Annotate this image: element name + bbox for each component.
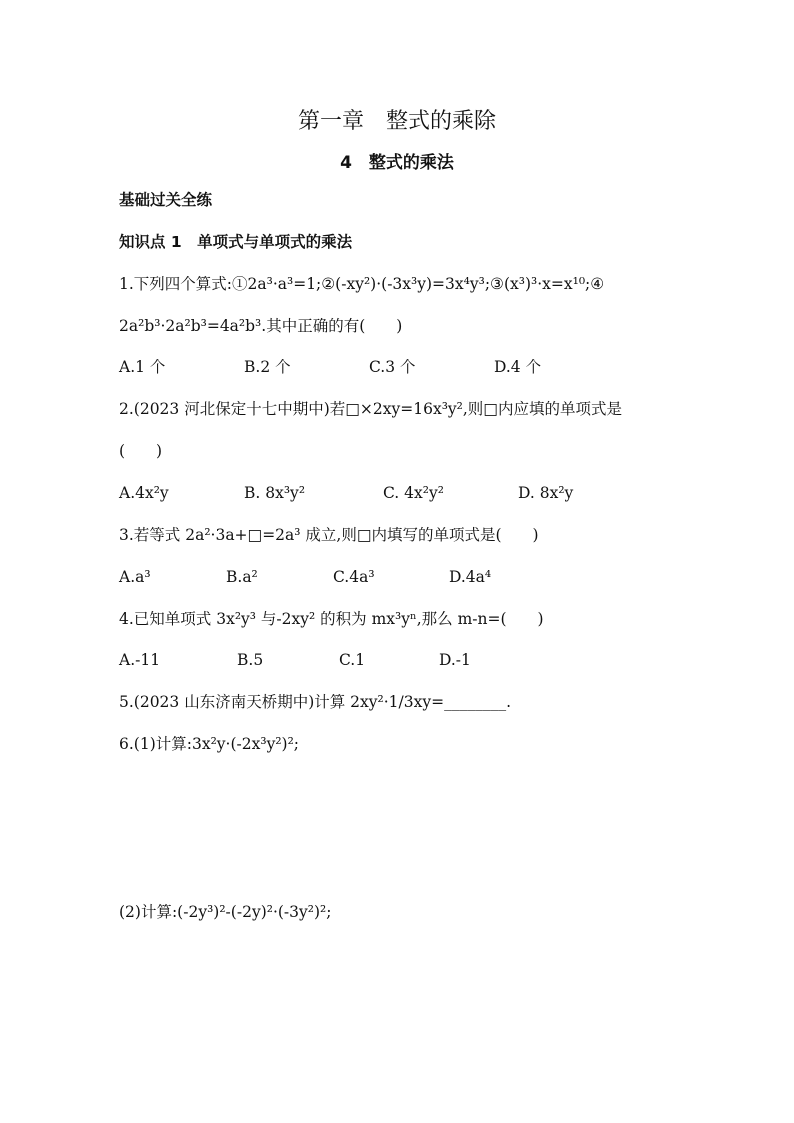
question-6-part-1: 6.(1)计算:3x²y·(-2x³y²)²; xyxy=(119,735,300,753)
question-6-part-2: (2)计算:(-2y³)²-(-2y)²·(-3y²)²; xyxy=(119,903,332,921)
question-1-line-1: 1.下列四个算式:①2a³·a³=1;②(-xy²)·(-3x³y)=3x⁴y³;③(x³)³·x=x¹⁰;④ xyxy=(119,275,605,293)
question-4-option-a: A.-11 xyxy=(119,651,161,669)
question-4-option-c: C.1 xyxy=(339,651,366,669)
question-3-option-b: B.a² xyxy=(226,568,258,586)
question-2-option-c: C. 4x²y² xyxy=(383,484,444,502)
question-3-option-a: A.a³ xyxy=(119,568,151,586)
question-2-line-2: ( ) xyxy=(119,442,163,460)
question-1-option-d: D.4 个 xyxy=(494,358,542,376)
question-1-option-a: A.1 个 xyxy=(119,358,166,376)
question-4-option-b: B.5 xyxy=(237,651,264,669)
question-2-option-d: D. 8x²y xyxy=(518,484,574,502)
knowledge-point-heading: 知识点 1 单项式与单项式的乘法 xyxy=(119,233,353,251)
question-1-option-c: C.3 个 xyxy=(369,358,416,376)
question-4-option-d: D.-1 xyxy=(439,651,471,669)
question-3-option-c: C.4a³ xyxy=(333,568,375,586)
section-title: 4 整式的乘法 xyxy=(340,153,454,173)
question-5-line-1: 5.(2023 山东济南天桥期中)计算 2xy²·1/3xy=________. xyxy=(119,693,512,711)
question-1-line-2: 2a²b³·2a²b³=4a²b³.其中正确的有( ) xyxy=(119,317,403,335)
part-heading: 基础过关全练 xyxy=(119,191,213,209)
question-2-line-1: 2.(2023 河北保定十七中期中)若□×2xy=16x³y²,则□内应填的单项式是 xyxy=(119,400,622,418)
question-1-option-b: B.2 个 xyxy=(244,358,291,376)
question-4-line-1: 4.已知单项式 3x²y³ 与-2xy² 的积为 mx³yⁿ,那么 m-n=( ) xyxy=(119,610,544,628)
question-2-option-a: A.4x²y xyxy=(119,484,169,502)
question-2-option-b: B. 8x³y² xyxy=(244,484,306,502)
question-3-line-1: 3.若等式 2a²·3a+□=2a³ 成立,则□内填写的单项式是( ) xyxy=(119,526,539,544)
question-3-option-d: D.4a⁴ xyxy=(449,568,492,586)
chapter-title: 第一章 整式的乘除 xyxy=(297,109,496,134)
